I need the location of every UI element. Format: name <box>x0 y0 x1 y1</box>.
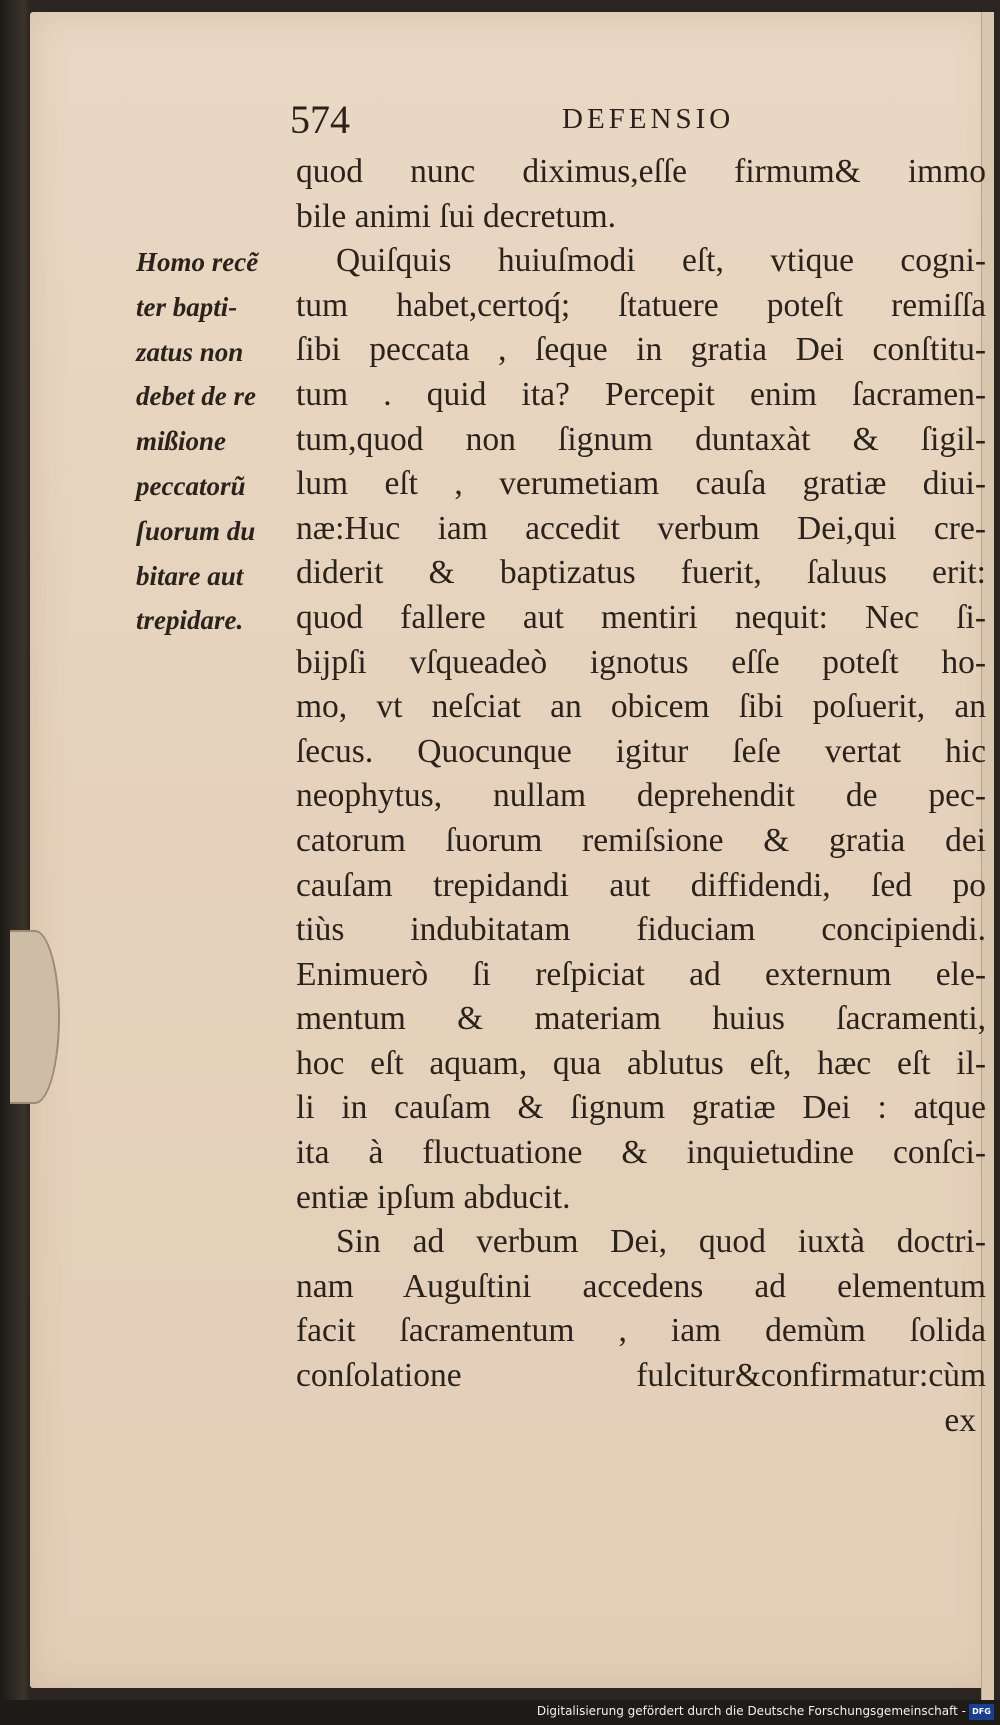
margin-note-line: trepidare. <box>136 605 244 636</box>
text-line: cauſam trepidandi aut diffidendi, ſed po <box>296 866 986 904</box>
text-line: nam Auguſtini accedens ad elementum <box>296 1267 986 1305</box>
text-line: tum . quid ita? Percepit enim ſacramen- <box>296 375 986 413</box>
catchword: ex <box>944 1401 976 1439</box>
margin-note-line: Homo recẽ <box>136 247 259 277</box>
text-line: Sin ad verbum Dei, quod iuxtà doctri- <box>336 1223 986 1261</box>
text-line: li in cauſam & ſignum gratiæ Dei : atque <box>296 1089 986 1127</box>
text-line: bijpſi vſqueadeò ignotus eſſe poteſt ho- <box>296 643 986 681</box>
text-line: ita à fluctuatione & inquietudine conſci- <box>296 1134 986 1172</box>
text-line: hoc eſt aquam, qua ablutus eſt, hæc eſt il- <box>296 1044 986 1082</box>
text-line: tiùs indubitatam fiduciam concipiendi. <box>296 911 986 949</box>
page-number: 574 <box>290 97 350 142</box>
text-line: bile animi ſui decretum. <box>296 197 617 235</box>
page-tab-edge <box>10 930 60 1104</box>
text-line: Quiſquis huiuſmodi eſt, vtique cogni- <box>336 242 986 280</box>
text-line: mentum & materiam huius ſacramenti, <box>296 1000 986 1038</box>
text-line: næ:Huc iam accedit verbum Dei,qui cre- <box>296 509 986 547</box>
text-line: diderit & baptizatus fuerit, ſaluus erit: <box>296 554 986 592</box>
text-line: ſibi peccata , ſeque in gratia Dei conſtitu- <box>296 331 986 369</box>
margin-note-line: mißione <box>136 426 227 457</box>
funding-credit: Digitalisierung gefördert durch die Deutsche Forschungsgemeinschaft - <box>536 1704 966 1718</box>
text-line: tum,quod non ſignum duntaxàt & ſigil- <box>296 420 986 458</box>
text-line: entiæ ipſum abducit. <box>296 1178 571 1216</box>
margin-note-line: ſuorum du <box>136 515 256 546</box>
margin-note-line: peccatorũ <box>136 470 246 501</box>
margin-note-line: zatus non <box>136 336 244 367</box>
text-line: mo, vt neſciat an obicem ſibi poſuerit, an <box>296 688 986 726</box>
page-header <box>290 97 770 142</box>
text-line: quod fallere aut mentiri nequit: Nec ſi- <box>296 598 986 636</box>
margin-note-line: ter bapti- <box>136 291 238 322</box>
running-head: DEFENSIO <box>562 103 735 135</box>
margin-note-line: bitare aut <box>136 560 244 591</box>
text-line: Enimuerò ſi reſpiciat ad externum ele- <box>296 955 986 993</box>
text-line: ſecus. Quocunque igitur ſeſe vertat hic <box>296 732 986 770</box>
body-text <box>296 150 986 1443</box>
text-line: conſolatione fulcitur&confirmatur:cùm <box>296 1357 986 1395</box>
text-line: tum habet,certoq́; ſtatuere poteſt remiſſa <box>296 286 986 324</box>
text-line: facit ſacramentum , iam demùm ſolida <box>296 1312 986 1350</box>
text-line: quod nunc diximus,eſſe firmum& immo <box>296 153 986 190</box>
margin-note-line: debet de re <box>136 381 256 412</box>
text-line: lum eſt , verumetiam cauſa gratiæ diui- <box>296 465 986 503</box>
footer-bar <box>0 1700 1000 1725</box>
margin-note <box>136 240 292 643</box>
text-line: catorum ſuorum remiſsione & gratia dei <box>296 821 986 859</box>
text-line: neophytus, nullam deprehendit de pec- <box>296 777 986 815</box>
dfg-logo: DFG <box>969 1704 994 1720</box>
